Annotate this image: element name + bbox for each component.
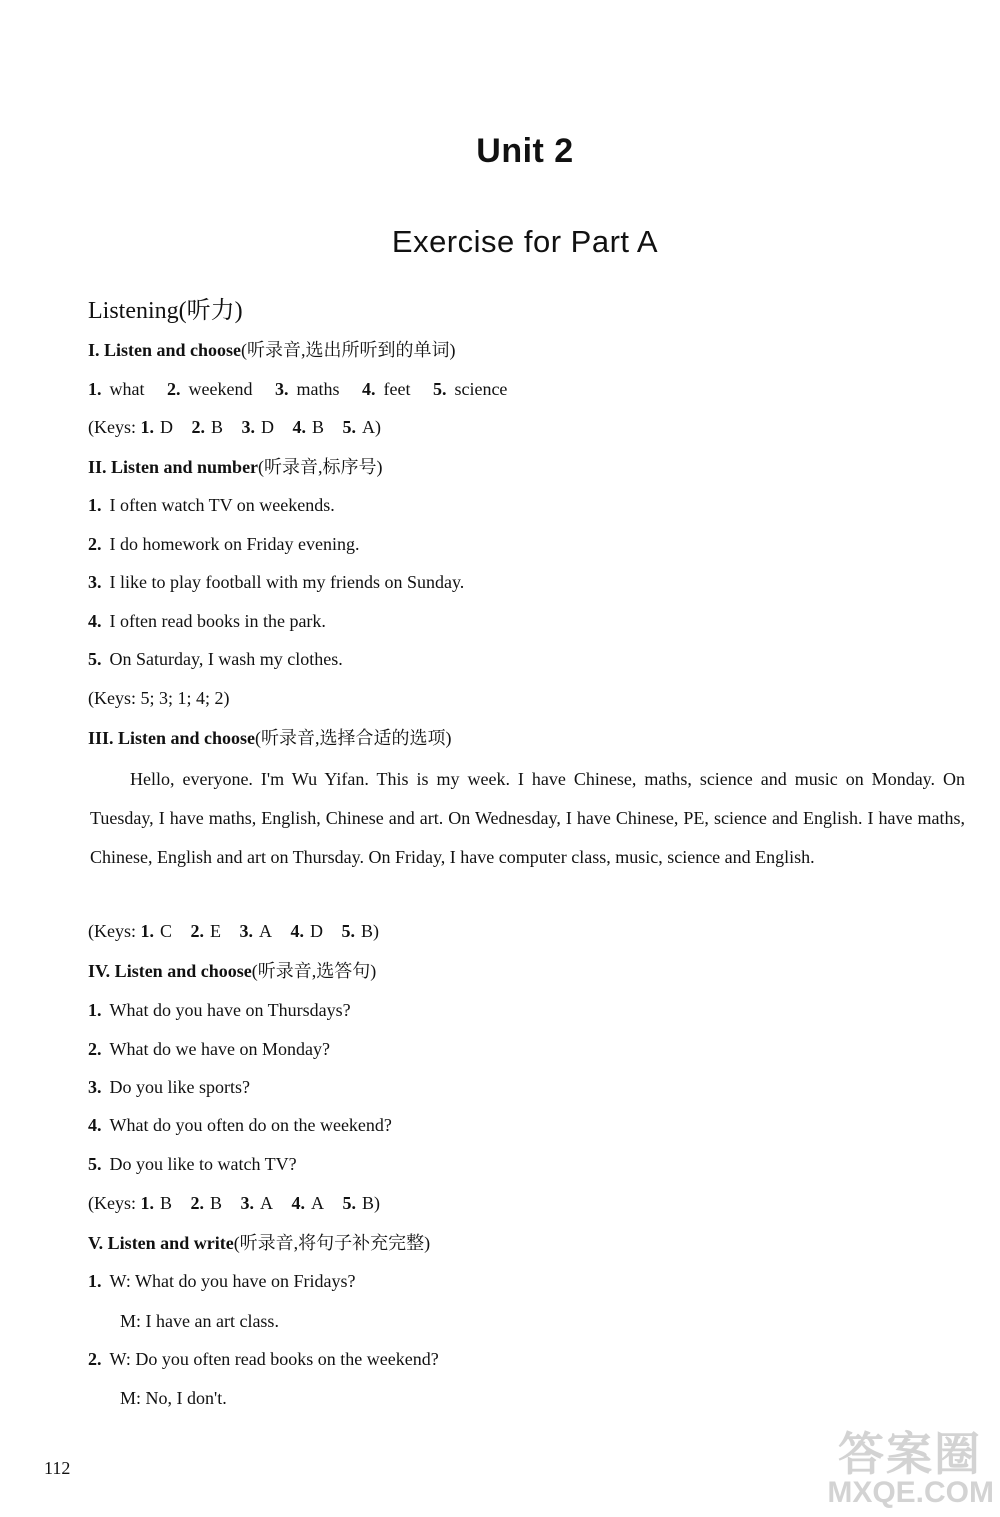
dialog-line: M: I have an art class.	[120, 1311, 279, 1331]
exercise-heading-label: V. Listen and write	[88, 1233, 234, 1253]
list-item: 3. I like to play football with my friends on Sunday.	[88, 572, 465, 592]
list-item: 4. What do you often do on the weekend?	[88, 1115, 392, 1135]
key-item: 2. B	[191, 417, 224, 437]
page-number: 112	[44, 1458, 71, 1478]
exercise-2-keys: (Keys: 5; 3; 1; 4; 2)	[88, 688, 230, 708]
exercise-1-heading	[88, 338, 456, 362]
key-item: 5. B)	[341, 921, 380, 941]
exercise-4-keys	[88, 1191, 394, 1215]
exercise-3-heading	[88, 726, 452, 750]
exercise-5-heading	[88, 1231, 430, 1255]
key-item: 1. D	[140, 417, 173, 437]
list-item: 2. What do we have on Monday?	[88, 1039, 330, 1059]
key-item: 4. D	[290, 921, 324, 941]
list-item: 4. I often read books in the park.	[88, 611, 326, 631]
word-item: 5. science	[432, 379, 508, 399]
list-item: 5. On Saturday, I wash my clothes.	[88, 649, 343, 669]
watermark	[790, 1418, 1000, 1517]
dialog-line: M: No, I don't.	[120, 1388, 227, 1408]
keys-prefix: (Keys:	[88, 921, 136, 941]
key-item: 3. A	[239, 921, 273, 941]
word-item: 4. feet	[361, 379, 411, 399]
dialog-line: 2. W: Do you often read books on the weekend?	[88, 1349, 439, 1369]
list-item: 5. Do you like to watch TV?	[88, 1154, 297, 1174]
keys-prefix: (Keys:	[88, 417, 136, 437]
key-item: 2. E	[190, 921, 222, 941]
key-item: 5. B)	[342, 1193, 381, 1213]
key-item: 2. B	[190, 1193, 223, 1213]
key-item: 4. A	[291, 1193, 325, 1213]
exercise-1-keys	[88, 415, 395, 439]
exercise-2-heading	[88, 455, 383, 479]
exercise-heading-note: (听录音,选择合适的选项)	[255, 728, 452, 748]
unit-title: Unit 2	[476, 132, 574, 170]
key-item: 3. A	[240, 1193, 274, 1213]
list-item: 3. Do you like sports?	[88, 1077, 250, 1097]
exercise-heading-label: IV. Listen and choose	[88, 961, 252, 981]
key-item: 5. A)	[342, 417, 382, 437]
exercise-1-words	[88, 377, 507, 401]
list-item: 1. I often watch TV on weekends.	[88, 495, 335, 515]
word-item: 3. maths	[274, 379, 340, 399]
part-title: Exercise for Part A	[391, 224, 659, 259]
exercise-heading-note: (听录音,将句子补充完整)	[233, 1233, 431, 1253]
key-item: 4. B	[292, 417, 325, 437]
dialog-line: 1. W: What do you have on Fridays?	[88, 1271, 356, 1291]
key-item: 1. C	[140, 921, 173, 941]
exercise-heading-note: (听录音,选出所听到的单词)	[241, 340, 456, 360]
exercise-heading-note: (听录音,选答句)	[251, 961, 377, 981]
section-title: Listening(听力)	[88, 298, 243, 324]
key-item: 3. D	[241, 417, 275, 437]
word-item: 2. weekend	[167, 379, 253, 399]
list-item: 2. I do homework on Friday evening.	[88, 534, 360, 554]
watermark-logo: 答案圈	[838, 1428, 982, 1480]
exercise-heading-label: III. Listen and choose	[88, 728, 256, 748]
exercise-heading-note: (听录音,标序号)	[258, 457, 383, 477]
list-item: 1. What do you have on Thursdays?	[88, 1000, 351, 1020]
exercise-3-keys	[88, 919, 393, 943]
word-item: 1. what	[88, 379, 145, 399]
exercise-4-heading	[88, 959, 376, 983]
key-item: 1. B	[140, 1193, 173, 1213]
exercise-heading-label: II. Listen and number	[88, 457, 259, 477]
watermark-url: MXQE.COM	[827, 1476, 994, 1509]
keys-prefix: (Keys:	[88, 1193, 136, 1213]
exercise-heading-label: I. Listen and choose	[88, 340, 242, 360]
listening-passage: Hello, everyone. I'm Wu Yifan. This is my week. I have Chinese, maths, science and music on Monday. On Tuesday, I have maths, English, Chinese and art. On Wednesday, I have Chinese, PE, science and English. I have maths, Chinese, English and art on Thursday. On Friday, I have computer class, music, science and English.	[90, 769, 965, 867]
